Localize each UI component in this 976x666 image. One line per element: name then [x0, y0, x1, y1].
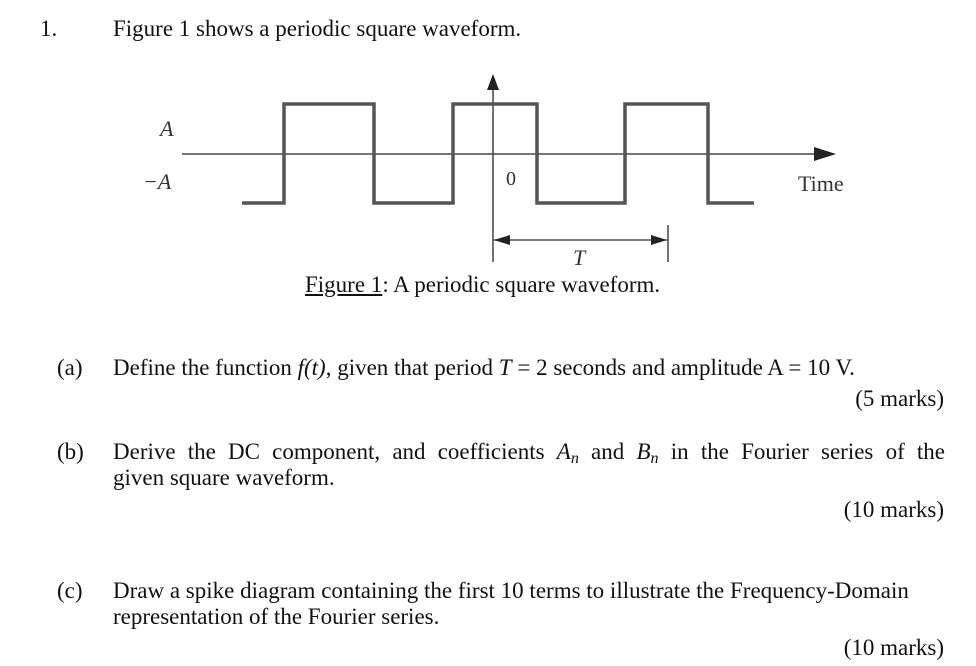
part-a-marks: (5 marks): [855, 386, 944, 411]
period-arrow-right: [651, 235, 667, 245]
part-b-label: (b): [57, 439, 84, 464]
vertical-axis-arrowhead: [487, 74, 499, 90]
figure-caption-ref: Figure 1: [305, 272, 383, 297]
part-a-text: Define the function f(t), given that period T = 2 seconds and amplitude A = 10 V.: [113, 355, 855, 380]
figure-caption-text: : A periodic square waveform.: [382, 272, 661, 297]
time-axis-label: Time: [798, 171, 844, 196]
coefficient-b-symbol: $B_n$: [636, 439, 659, 468]
question-number: 1.: [40, 16, 58, 41]
part-c-line2: representation of the Fourier series.: [113, 604, 440, 629]
part-c-marks: (10 marks): [843, 635, 944, 660]
question-stem: Figure 1 shows a periodic square waveform.: [113, 16, 522, 41]
coefficient-a-symbol: $A_n$: [556, 439, 579, 468]
origin-label: 0: [506, 168, 516, 190]
time-axis-arrowhead: [814, 147, 836, 161]
part-c-label: (c): [57, 578, 83, 603]
function-symbol: f(t): [297, 355, 326, 380]
part-c-line1: Draw a spike diagram containing the first 10 terms to illustrate the Frequency-Domain: [113, 578, 909, 603]
period-arrow-left: [494, 235, 510, 245]
part-b-line2: given square waveform.: [113, 465, 335, 490]
period-label: T: [573, 245, 586, 270]
part-b-line1: Derive the DC component, and coefficients $A_n$ and $B_n$ in the Fourier series of the: [113, 439, 946, 468]
negative-amplitude-label: −A: [143, 169, 172, 194]
part-a-label: (a): [57, 355, 83, 380]
amplitude-label: A: [160, 116, 174, 141]
square-waveform-figure: [0, 60, 976, 275]
period-symbol: T: [498, 355, 512, 380]
part-b-marks: (10 marks): [843, 497, 944, 522]
figure-caption: [305, 272, 660, 298]
